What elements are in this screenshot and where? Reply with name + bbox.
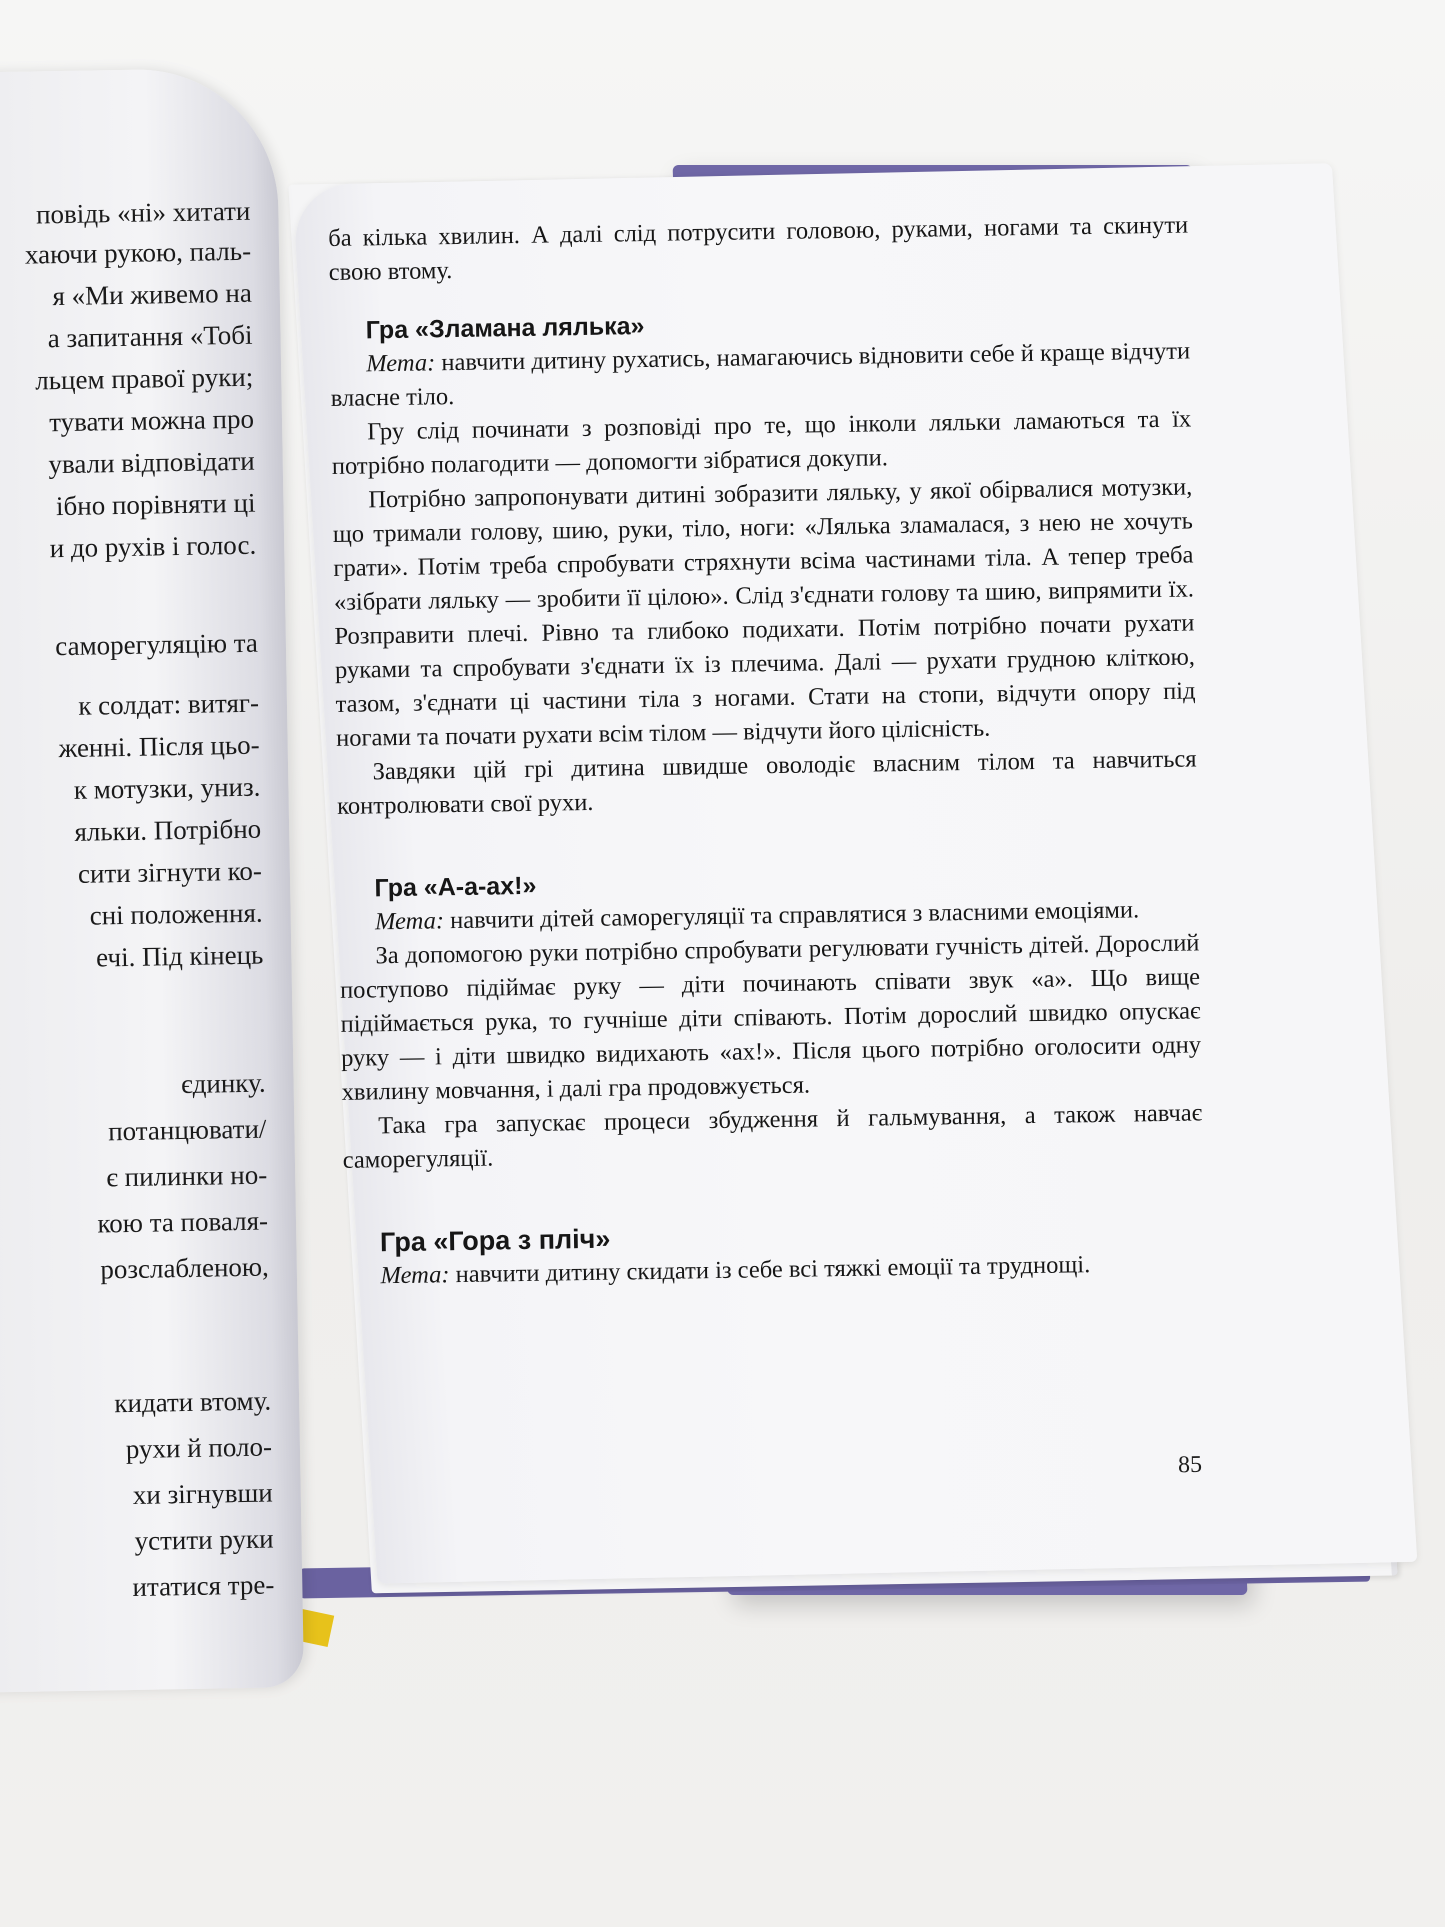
left-line: тувати можна про <box>48 403 255 438</box>
left-line: сні положення. <box>89 897 263 931</box>
body-paragraph: Гру слід починати з розповіді про те, що інколи ляльки ламаються та їх потрібно полагодити — допомогти зібратися докупи. <box>331 405 1192 480</box>
body-paragraph: Така гра запускає процеси збудження й гальмування, а також навчає саморегуляції. <box>342 1099 1203 1174</box>
left-line: к солдат: витяг- <box>78 687 260 721</box>
left-line: ували відповідати <box>48 445 255 480</box>
page-number: 85 <box>1177 1451 1203 1479</box>
left-line: итатися тре- <box>132 1569 275 1602</box>
left-line: ібно порівняти ці <box>55 487 256 522</box>
goal-label: Мета: <box>380 1261 450 1290</box>
left-line: потанцювати/ <box>107 1113 267 1147</box>
body-paragraph: Завдяки цій грі дитина швидше оволодіє власним тілом та навчиться контролювати свої рухи. <box>336 745 1197 820</box>
intro-paragraph: ба кілька хвилин. А далі слід потрусити головою, руками, ногами та скинути свою втому. <box>328 211 1189 286</box>
left-line: женні. Після цьо- <box>58 729 260 764</box>
goal-text: навчити дітей саморегуляції та справлятися з власними емоціями. <box>443 896 1140 935</box>
left-line: хаючи рукою, паль- <box>24 235 252 270</box>
goal-label: Мета: <box>374 907 445 936</box>
goal-text: навчити дитину рухатись, намагаючись відновити себе й краще відчути власне тіло. <box>330 337 1191 412</box>
body-paragraph: Потрібно запропонувати дитині зобразити ляльку, у якої обірвалися мотузки, що тримали голову, шию, руки, тіло, ноги: «Лялька зламалася, з нею не хочуть грати». Потім треба спробувати стряхнути всіма частинами тіла. А тепер треба «зібрати ляльку — зробити її цілою». Слід з'єднати голову та шию, випрямити їх. Розправити плечі. Рівно та глибоко подихати. Потім потрібно почати рухати руками та спробувати з'єднати їх із плечима. Далі — рухати грудною кліткою, тазом, з'єднати ці частини тіла з ногами. Стати на стопи, відчути опору під ногами та почати рухати всім тілом — відчути його цілісність. <box>332 473 1196 752</box>
left-line: устити руки <box>134 1523 274 1556</box>
left-line: яльки. Потрібно <box>74 813 262 847</box>
left-page-text <box>0 148 275 1602</box>
left-line: кою та поваля- <box>97 1205 269 1239</box>
left-line: є пилинки но- <box>106 1159 268 1193</box>
body-paragraph: За допомогою руки потрібно спробувати регулювати гучність дітей. Дорослий поступово підіймає руку — діти починають співати звук «а». Що вище підіймається рука, то гучніше діти співають. Потім дорослий швидко опускає руку — і діти швидко видихають «ах!». Після цього потрібно оголосити одну хвилину мовчання, і далі гра продовжується. <box>339 929 1202 1106</box>
goal-text: навчити дитину скидати із себе всі тяжкі емоції та труднощі. <box>449 1251 1091 1289</box>
left-line: сити зігнути ко- <box>77 855 263 889</box>
game-title-broken-doll: Гра «Зламана лялька» <box>365 312 645 345</box>
left-line: повідь «ні» хитати <box>35 195 251 230</box>
right-page-text <box>328 208 1205 1293</box>
left-line: к мотузки, униз. <box>73 771 261 805</box>
left-line: хи зігнувши <box>132 1477 273 1510</box>
left-line: саморегуляцію та <box>55 627 259 662</box>
goal-label: Мета: <box>366 349 436 378</box>
left-line: розслабленою, <box>100 1251 270 1285</box>
left-page <box>0 67 304 1693</box>
left-line: и до рухів і голос. <box>49 529 257 564</box>
left-line: ечі. Під кінець <box>95 939 264 973</box>
left-line: а запитання «Тобі <box>47 319 253 354</box>
left-line: єдинку. <box>180 1067 266 1100</box>
left-line: рухи й поло- <box>125 1431 273 1465</box>
left-line: льцем правої руки; <box>34 361 254 396</box>
left-line: кидати втому. <box>114 1385 272 1419</box>
game-title-mountain: Гра «Гора з пліч» <box>379 1223 611 1258</box>
game-title-aaah: Гра «А-а-ах!» <box>374 871 537 903</box>
left-line: я «Ми живемо на <box>52 277 253 312</box>
